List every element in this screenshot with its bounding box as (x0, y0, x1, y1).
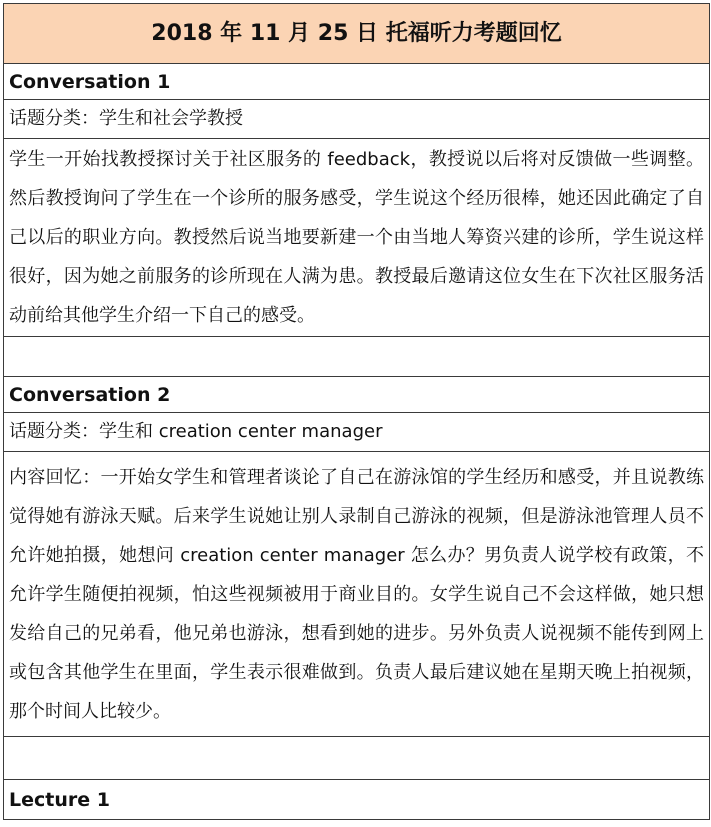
content-text-conversation-2: 内容回忆：一开始女学生和管理者谈论了自己在游泳馆的学生经历和感受，并且说教练觉得她有游泳天赋。后来学生说她让别人录制自己游泳的视频，但是游泳池管理人员不允许她拍摄，她想问 creation center manager 怎么办？男负责人说学校有政策，不允许学生随便拍视频，怕这些视频被用于商业目的。女学生说自己不会这样做，她只想发给自己的兄弟看，他兄弟也游泳，想看到她的进步。另外负责人说视频不能传到网上或包含其他学生在里面，学生表示很难做到。负责人最后建议她在星期天晚上拍视频，那个时间人比较少。 (9, 466, 704, 722)
content-text-conversation-1: 学生一开始找教授探讨关于社区服务的 feedback，教授说以后将对反馈做一些调整。然后教授询问了学生在一个诊所的服务感受，学生说这个经历很棒，她还因此确定了自己以后的职业方向。教授然后说当地要新建一个由当地人筹资兴建的诊所，学生说这样很好，因为她之前服务的诊所现在人满为患。教授最后邀请这位女生在下次社区服务活动前给其他学生介绍一下自己的感受。 (9, 149, 704, 326)
document-title: 2018 年 11 月 25 日 托福听力考题回忆 (4, 4, 710, 64)
blank-cell (4, 337, 710, 377)
section-heading-conversation-1: Conversation 1 (4, 64, 710, 100)
blank-row (4, 337, 710, 377)
topic-category-row (4, 413, 710, 452)
document-table (3, 3, 710, 820)
content-row (4, 139, 710, 337)
section-heading-row (4, 64, 710, 100)
section-heading-conversation-2: Conversation 2 (4, 377, 710, 413)
blank-cell (4, 737, 710, 780)
content-row (4, 452, 710, 737)
topic-category-conversation-1: 话题分类：学生和社会学教授 (4, 100, 710, 139)
section-heading-row (4, 377, 710, 413)
section-heading-row (4, 780, 710, 820)
content-cell-conversation-1 (4, 139, 710, 337)
topic-category-conversation-2: 话题分类：学生和 creation center manager (4, 413, 710, 452)
title-row (4, 4, 710, 64)
content-cell-conversation-2 (4, 452, 710, 737)
topic-category-row (4, 100, 710, 139)
section-heading-lecture-1: Lecture 1 (4, 780, 710, 820)
blank-row (4, 737, 710, 780)
